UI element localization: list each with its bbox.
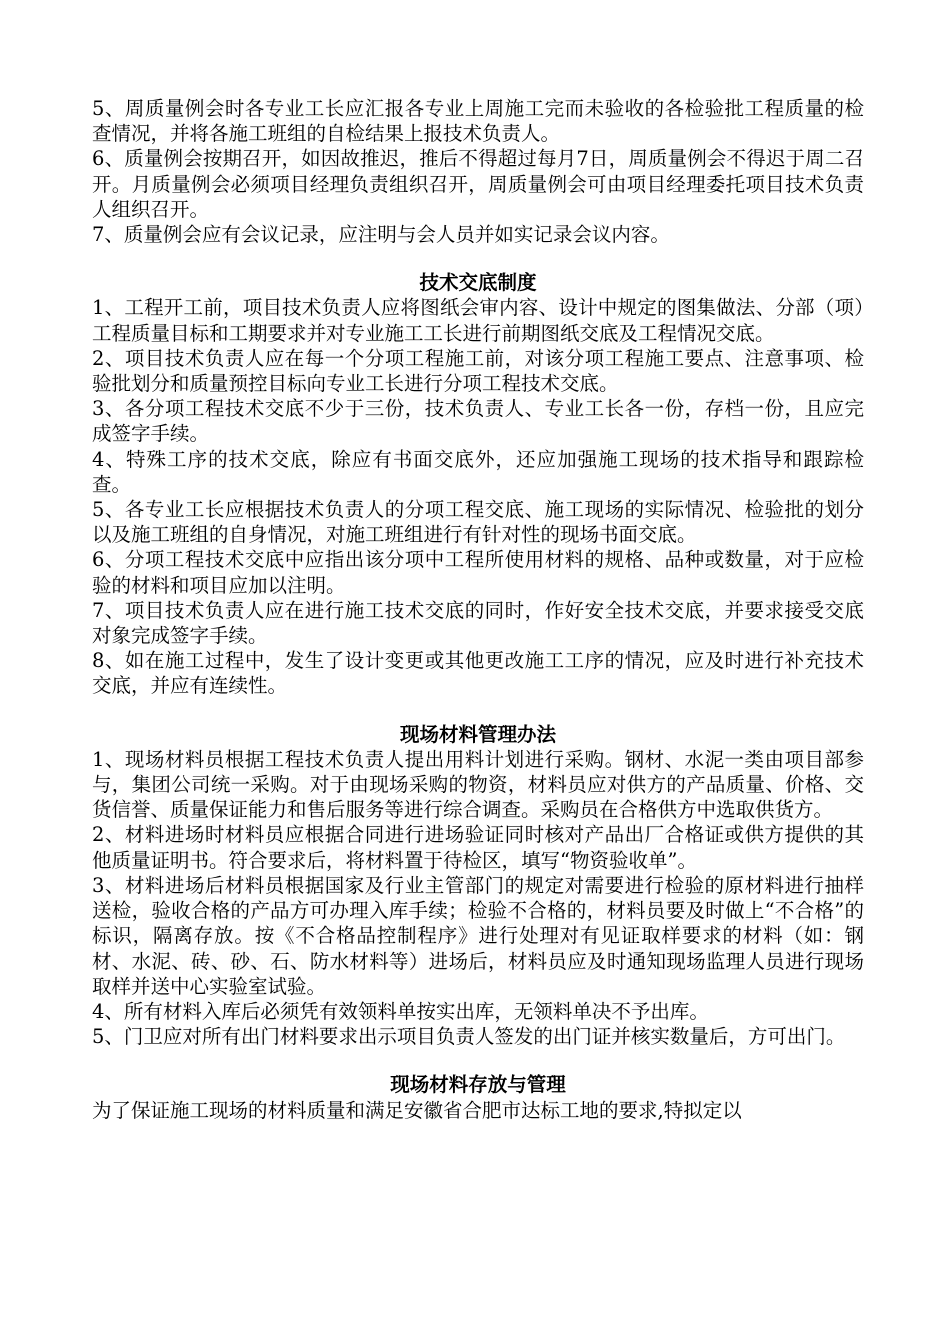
paragraph: 5、门卫应对所有出门材料要求出示项目负责人签发的出门证并核实数量后，方可出门。 [92, 1025, 846, 1049]
paragraph: 2、项目技术负责人应在每一个分项工程施工前，对该分项工程施工要点、注意事项、检验批划分和质量预控目标向专业工长进行分项工程技术交底。 [92, 346, 864, 396]
paragraph: 5、各专业工长应根据技术负责人的分项工程交底、施工现场的实际情况、检验批的划分以及施工班组的自身情况，对施工班组进行有针对性的现场书面交底。 [92, 498, 864, 547]
paragraph: 6、质量例会按期召开，如因故推迟，推后不得超过每月7日，周质量例会不得迟于周二召开。月质量例会必须项目经理负责组织召开，周质量例会可由项目经理委托项目技术负责人组织召开。 [92, 147, 864, 221]
section-heading: 现场材料管理办法 [399, 722, 556, 746]
paragraph: 6、分项工程技术交底中应指出该分项中工程所使用材料的规格、品种或数量，对于应检验的材料和项目应加以注明。 [92, 548, 864, 597]
section-heading: 技术交底制度 [419, 271, 537, 295]
paragraph: 4、特殊工序的技术交底，除应有书面交底外，还应加强施工现场的技术指导和跟踪检查。 [92, 447, 864, 496]
section-technical-briefing [92, 270, 864, 698]
paragraph: 5、周质量例会时各专业工长应汇报各专业上周施工完而未验收的各检验批工程质量的检查情况，并将各施工班组的自检结果上报技术负责人。 [92, 97, 864, 146]
paragraph: 3、材料进场后材料员根据国家及行业主管部门的规定对需要进行检验的原材料进行抽样送检，验收合格的产品方可办理入库手续；检验不合格的，材料员要及时做上“不合格”的标识，隔离存放。按《不合格品控制程序》进行处理对有见证取样要求的材料（如：钢材、水泥、砖、砂、石、防水材料等）进场后，材料员应及时通知现场监理人员进行现场取样并送中心实验室试验。 [92, 873, 864, 998]
paragraph: 2、材料进场时材料员应根据合同进行进场验证同时核对产品出厂合格证或供方提供的其他质量证明书。符合要求后，将材料置于待检区，填写“物资验收单”。 [92, 823, 864, 872]
paragraph: 7、项目技术负责人应在进行施工技术交底的同时，作好安全技术交底，并要求接受交底对象完成签字手续。 [92, 598, 864, 648]
paragraph: 8、如在施工过程中，发生了设计变更或其他更改施工工序的情况，应及时进行补充技术交底，并应有连续性。 [92, 649, 864, 698]
paragraph: 为了保证施工现场的材料质量和满足安徽省合肥市达标工地的要求,特拟定以 [92, 1098, 742, 1122]
paragraph: 3、各分项工程技术交底不少于三份，技术负责人、专业工长各一份，存档一份，且应完成签字手续。 [92, 397, 864, 446]
section-material-storage [92, 1072, 864, 1122]
paragraph: 1、现场材料员根据工程技术负责人提出用料计划进行采购。钢材、水泥一类由项目部参与，集团公司统一采购。对于由现场采购的物资，材料员应对供方的产品质量、价格、交货信誉、质量保证能力和售后服务等进行综合调查。采购员在合格供方中选取供货方。 [92, 747, 864, 822]
section-material-management [92, 722, 864, 1050]
section-quality-meeting [92, 96, 864, 247]
paragraph: 7、质量例会应有会议记录，应注明与会人员并如实记录会议内容。 [92, 223, 670, 247]
paragraph: 4、所有材料入库后必须凭有效领料单按实出库，无领料单决不予出库。 [92, 999, 709, 1023]
section-heading: 现场材料存放与管理 [390, 1073, 566, 1097]
paragraph: 1、工程开工前，项目技术负责人应将图纸会审内容、设计中规定的图集做法、分部（项）工程质量目标和工期要求并对专业施工工长进行前期图纸交底及工程情况交底。 [92, 296, 864, 345]
document-page [92, 96, 864, 1123]
